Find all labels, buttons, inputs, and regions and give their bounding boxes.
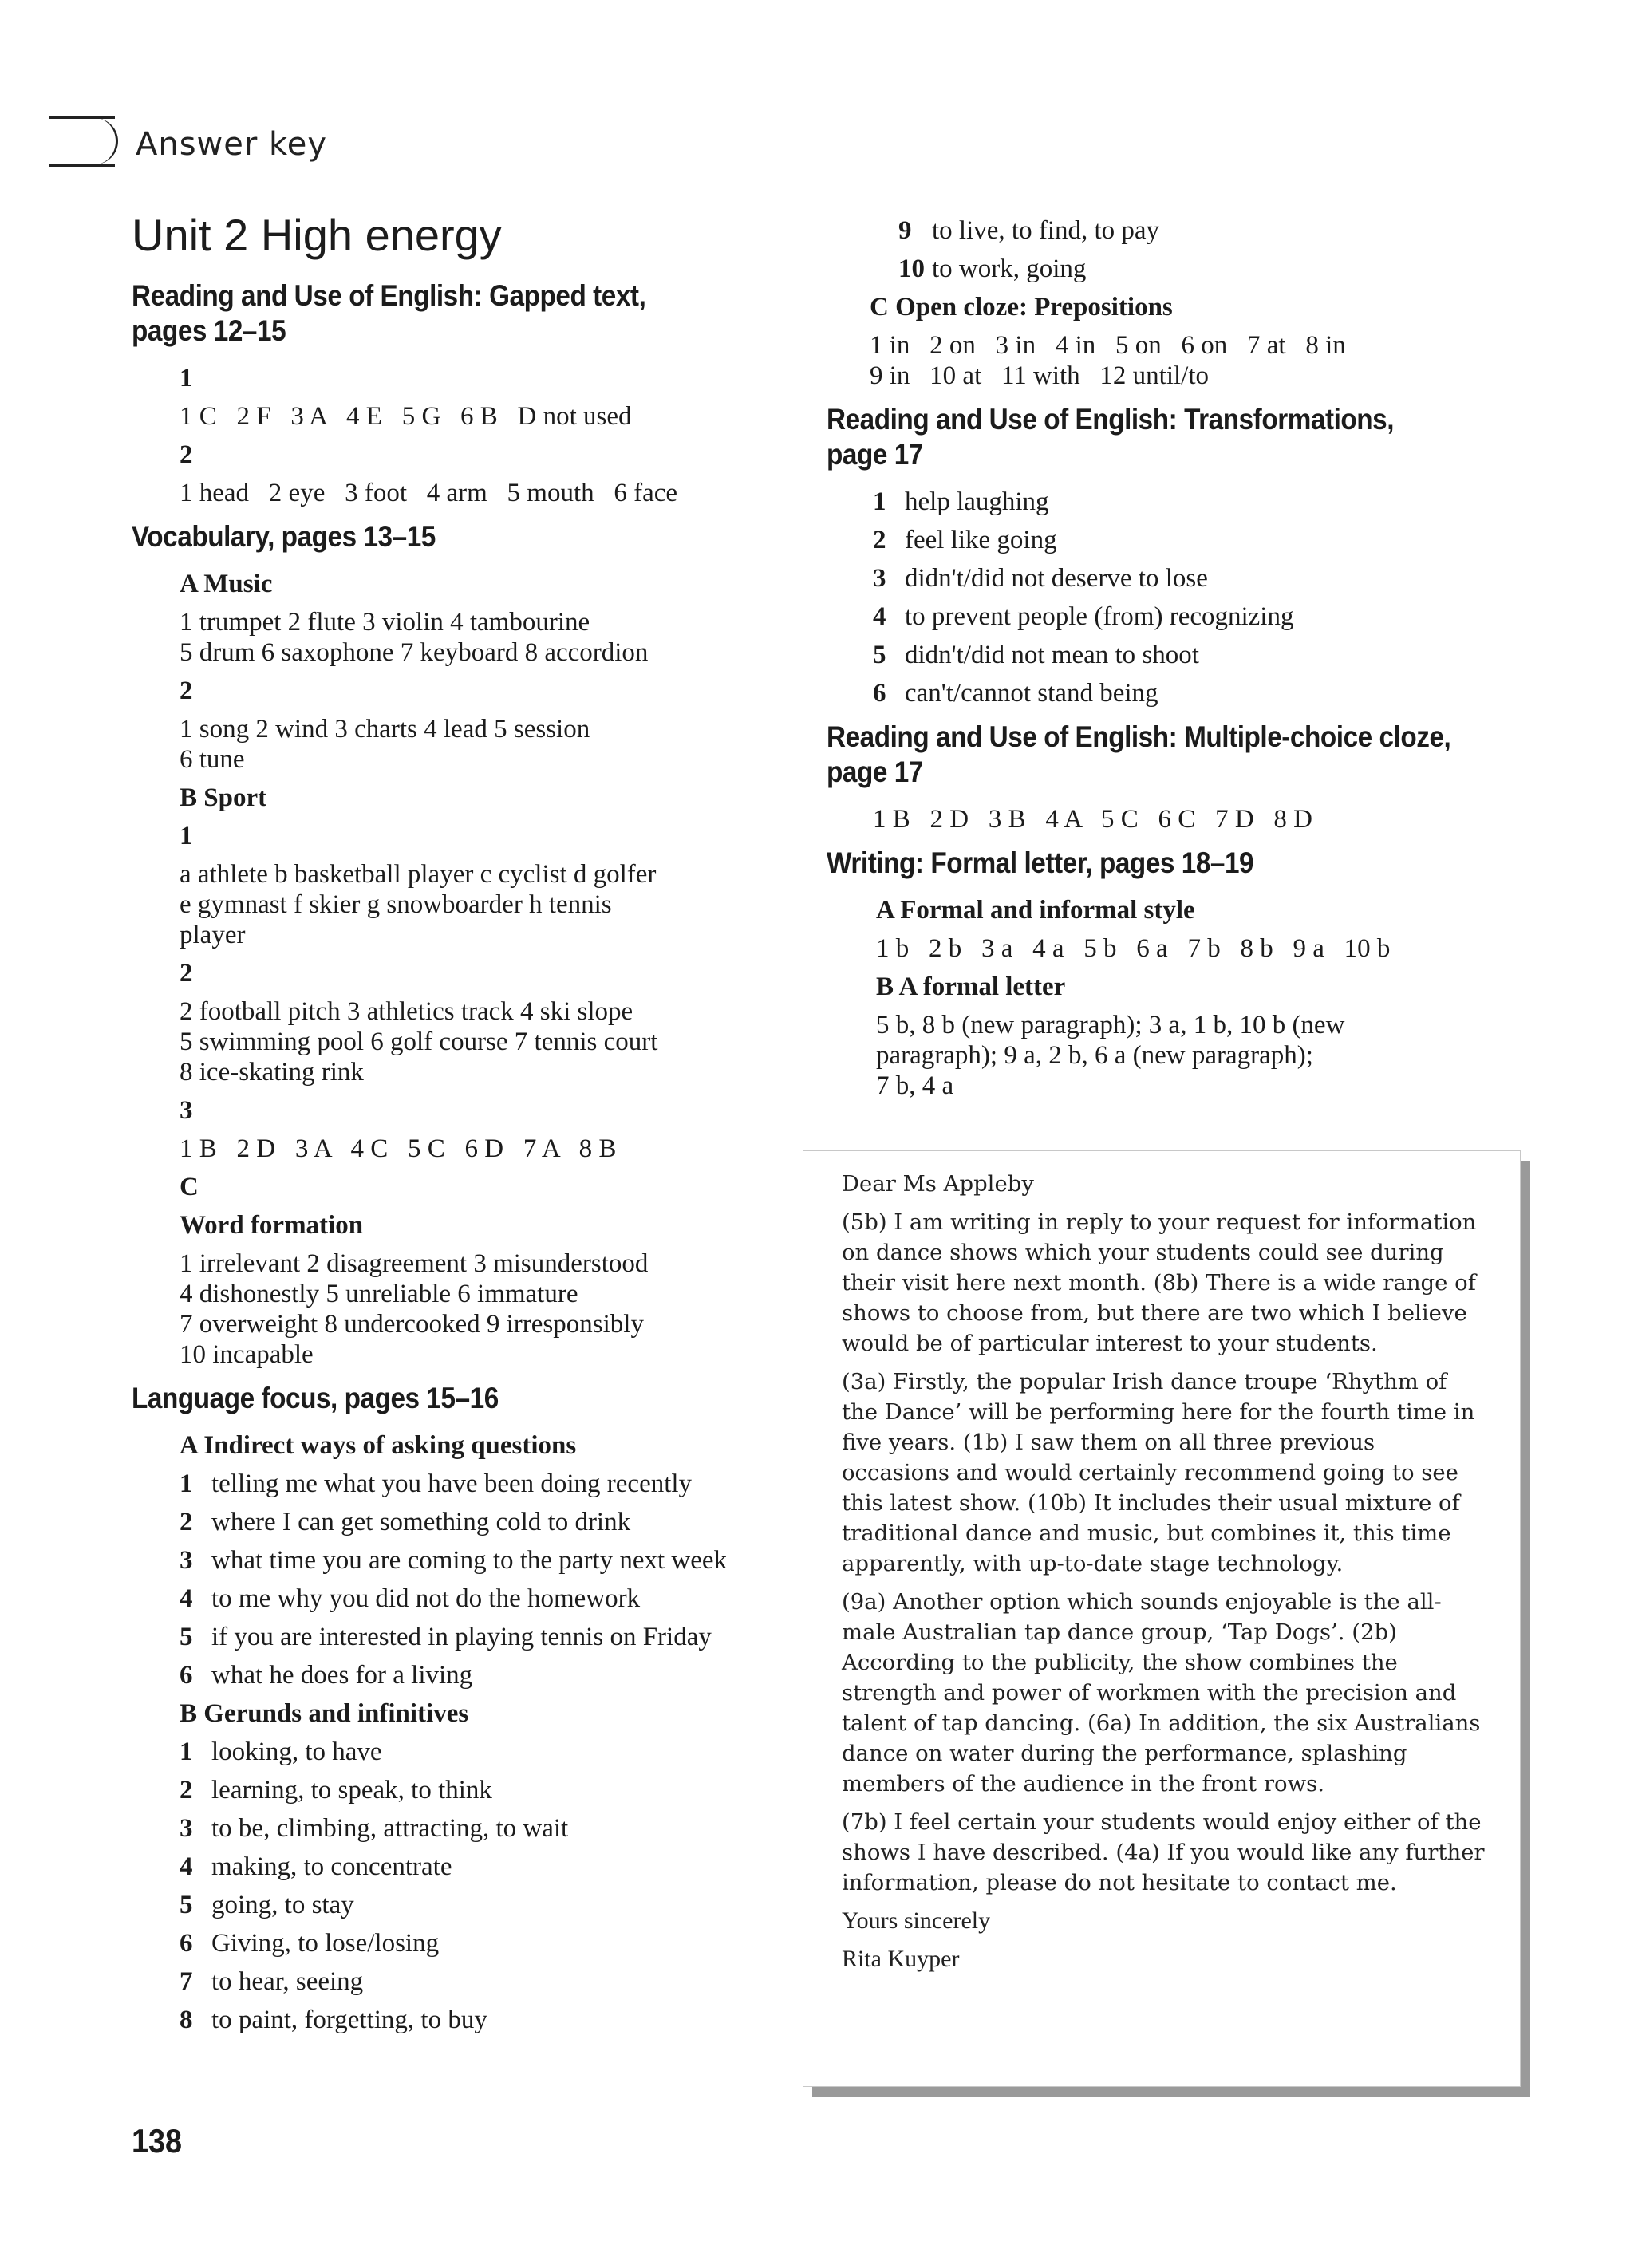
page-number: 138: [132, 2122, 183, 2160]
exercise-label: C: [180, 1173, 199, 1201]
answer-line: paragraph); 9 a, 2 b, 6 a (new paragraph);: [876, 1041, 1313, 1070]
left-column: [132, 209, 794, 2043]
list-item: 4 to me why you did not do the homework: [180, 1584, 641, 1613]
subsection-heading: A Music: [180, 570, 273, 598]
list-item: 9 to live, to find, to pay: [898, 216, 1160, 245]
subsection-heading: B Sport: [180, 783, 267, 812]
list-item: 1 help laughing: [873, 487, 1049, 516]
answer-line: 5 swimming pool 6 golf course 7 tennis court: [180, 1028, 658, 1056]
header-rule: [49, 164, 115, 167]
letter-paragraph: (9a) Another option which sounds enjoyable is the all-male Australian tap dance group, ‘Tap Dogs’. (2b) According to the publicity, the show combines the strength and power of workmen with the precision and talent of tap dancing. (6a) In addition, the six Australians dance on water during the performance, splashing members of the audience in the front rows.: [842, 1589, 1481, 1797]
subsection-heading: Word formation: [180, 1211, 364, 1240]
list-item: 2 feel like going: [873, 526, 1057, 554]
section-heading-writing: Writing: Formal letter, pages 18–19: [827, 846, 1254, 879]
exercise-label: 2: [180, 676, 193, 705]
answer-line: 6 tune: [180, 745, 245, 774]
list-item: 2 learning, to speak, to think: [180, 1776, 492, 1805]
list-item: 6 what he does for a living: [180, 1661, 473, 1690]
answer-line: 5 b, 8 b (new paragraph); 3 a, 1 b, 10 b (new: [876, 1011, 1345, 1039]
answer-line: 1 in 2 on 3 in 4 in 5 on 6 on 7 at 8 in: [870, 331, 1346, 360]
list-item: 8 to paint, forgetting, to buy: [180, 2006, 487, 2034]
answer-line: e gymnast f skier g snowboarder h tennis: [180, 890, 612, 919]
open-cloze-answers: [870, 292, 1529, 391]
answer-line: 4 dishonestly 5 unreliable 6 immature: [180, 1280, 578, 1308]
letter-signature: Rita Kuyper: [842, 1946, 960, 1972]
transformations-answers: [873, 487, 1529, 708]
answer-line: 1 b 2 b 3 a 4 a 5 b 6 a 7 b 8 b 9 a 10 b: [876, 934, 1391, 963]
list-item: 5 didn't/did not mean to shoot: [873, 641, 1199, 669]
subsection-heading: C Open cloze: Prepositions: [870, 293, 1173, 321]
letter-salutation: Dear Ms Appleby: [842, 1171, 1034, 1197]
list-item: 2 where I can get something cold to drink: [180, 1508, 631, 1536]
answer-line: 1 song 2 wind 3 charts 4 lead 5 session: [180, 715, 590, 744]
letter-paragraph: (7b) I feel certain your students would enjoy either of the shows I have described. (4a) If you would like any further information, please do not hesitate to contact me.: [842, 1809, 1485, 1895]
answer-line: 5 drum 6 saxophone 7 keyboard 8 accordion: [180, 638, 649, 667]
answer-line: 7 overweight 8 undercooked 9 irresponsibly: [180, 1310, 644, 1339]
gapped-text-answers: [180, 363, 794, 508]
section-heading-gapped-text: Reading and Use of English: Gapped text, pages 12–15: [132, 279, 646, 347]
right-column: [827, 215, 1529, 1109]
exercise-label: 3: [180, 1096, 193, 1125]
section-heading-multiple-choice-cloze: Reading and Use of English: Multiple-choice cloze, page 17: [827, 720, 1451, 788]
exercise-label: 1: [180, 364, 193, 392]
list-item: 10 to work, going: [898, 254, 1087, 283]
letter-paragraph: (3a) Firstly, the popular Irish dance troupe ‘Rhythm of the Dance’ will be performing here for the fourth time in five years. (1b) I saw them on all three previous occasions and would certainly recommend going to see this latest show. (10b) It includes their usual mixture of traditional dance and music, but combines it, this time apparently, with up-to-date stage technology.: [842, 1369, 1475, 1576]
answer-line: 1 trumpet 2 flute 3 violin 4 tambourine: [180, 608, 590, 637]
subsection-heading: B Gerunds and infinitives: [180, 1699, 469, 1728]
list-item: 1 looking, to have: [180, 1737, 382, 1766]
list-item: 5 if you are interested in playing tennis on Friday: [180, 1623, 712, 1651]
answer-line: 2 football pitch 3 athletics track 4 ski slope: [180, 997, 633, 1026]
vocabulary-answers: [180, 569, 794, 1370]
writing-answers: [876, 895, 1529, 1101]
list-item: 7 to hear, seeing: [180, 1967, 364, 1996]
section-heading-language-focus: Language focus, pages 15–16: [132, 1382, 499, 1414]
unit-title: Unit 2 High energy: [132, 210, 502, 260]
answer-line: 10 incapable: [180, 1340, 314, 1369]
list-item: 6 Giving, to lose/losing: [180, 1929, 440, 1958]
answer-line: 8 ice-skating rink: [180, 1058, 364, 1087]
subsection-heading: B A formal letter: [876, 972, 1066, 1001]
multiple-choice-cloze-answers: [873, 804, 1529, 834]
answer-line: 1 C 2 F 3 A 4 E 5 G 6 B D not used: [180, 402, 632, 431]
header-rule: [49, 116, 115, 119]
list-item: 6 can't/cannot stand being: [873, 679, 1158, 708]
exercise-label: 1: [180, 822, 193, 850]
letter-closing: Yours sincerely: [842, 1907, 991, 1934]
section-heading-transformations: Reading and Use of English: Transformations, page 17: [827, 403, 1395, 471]
answer-line: a athlete b basketball player c cyclist d golfer: [180, 860, 657, 889]
header-title: Answer key: [136, 126, 328, 163]
answer-line: 9 in 10 at 11 with 12 until/to: [870, 361, 1210, 390]
exercise-label: 2: [180, 440, 193, 469]
section-heading-vocabulary: Vocabulary, pages 13–15: [132, 520, 436, 553]
list-item: 3 to be, climbing, attracting, to wait: [180, 1814, 569, 1843]
list-item: 3 what time you are coming to the party next week: [180, 1546, 728, 1575]
exercise-label: 2: [180, 959, 193, 988]
list-item: 1 telling me what you have been doing recently: [180, 1469, 693, 1498]
model-letter: [803, 1150, 1521, 2087]
answer-line: 1 B 2 D 3 A 4 C 5 C 6 D 7 A 8 B: [180, 1134, 617, 1163]
subsection-heading: A Formal and informal style: [876, 896, 1195, 925]
list-item: 3 didn't/did not deserve to lose: [873, 564, 1208, 593]
language-focus-answers: [180, 1430, 794, 2035]
answer-line: 1 head 2 eye 3 foot 4 arm 5 mouth 6 face: [180, 479, 678, 507]
list-item: 4 to prevent people (from) recognizing: [873, 602, 1294, 631]
language-focus-continued: [898, 215, 1529, 284]
list-item: 4 making, to concentrate: [180, 1852, 452, 1881]
header-bracket-icon: [94, 118, 118, 164]
answer-line: 7 b, 4 a: [876, 1071, 954, 1100]
answer-line: player: [180, 921, 246, 949]
letter-paragraph: (5b) I am writing in reply to your request for information on dance shows which your students could see during their visit here next month. (8b) There is a wide range of shows to choose from, but there are two which I believe would be of particular interest to your students.: [842, 1209, 1477, 1356]
subsection-heading: A Indirect ways of asking questions: [180, 1431, 577, 1460]
answer-line: 1 irrelevant 2 disagreement 3 misunderstood: [180, 1249, 649, 1278]
answer-line: 1 B 2 D 3 B 4 A 5 C 6 C 7 D 8 D: [873, 805, 1312, 834]
list-item: 5 going, to stay: [180, 1891, 354, 1919]
